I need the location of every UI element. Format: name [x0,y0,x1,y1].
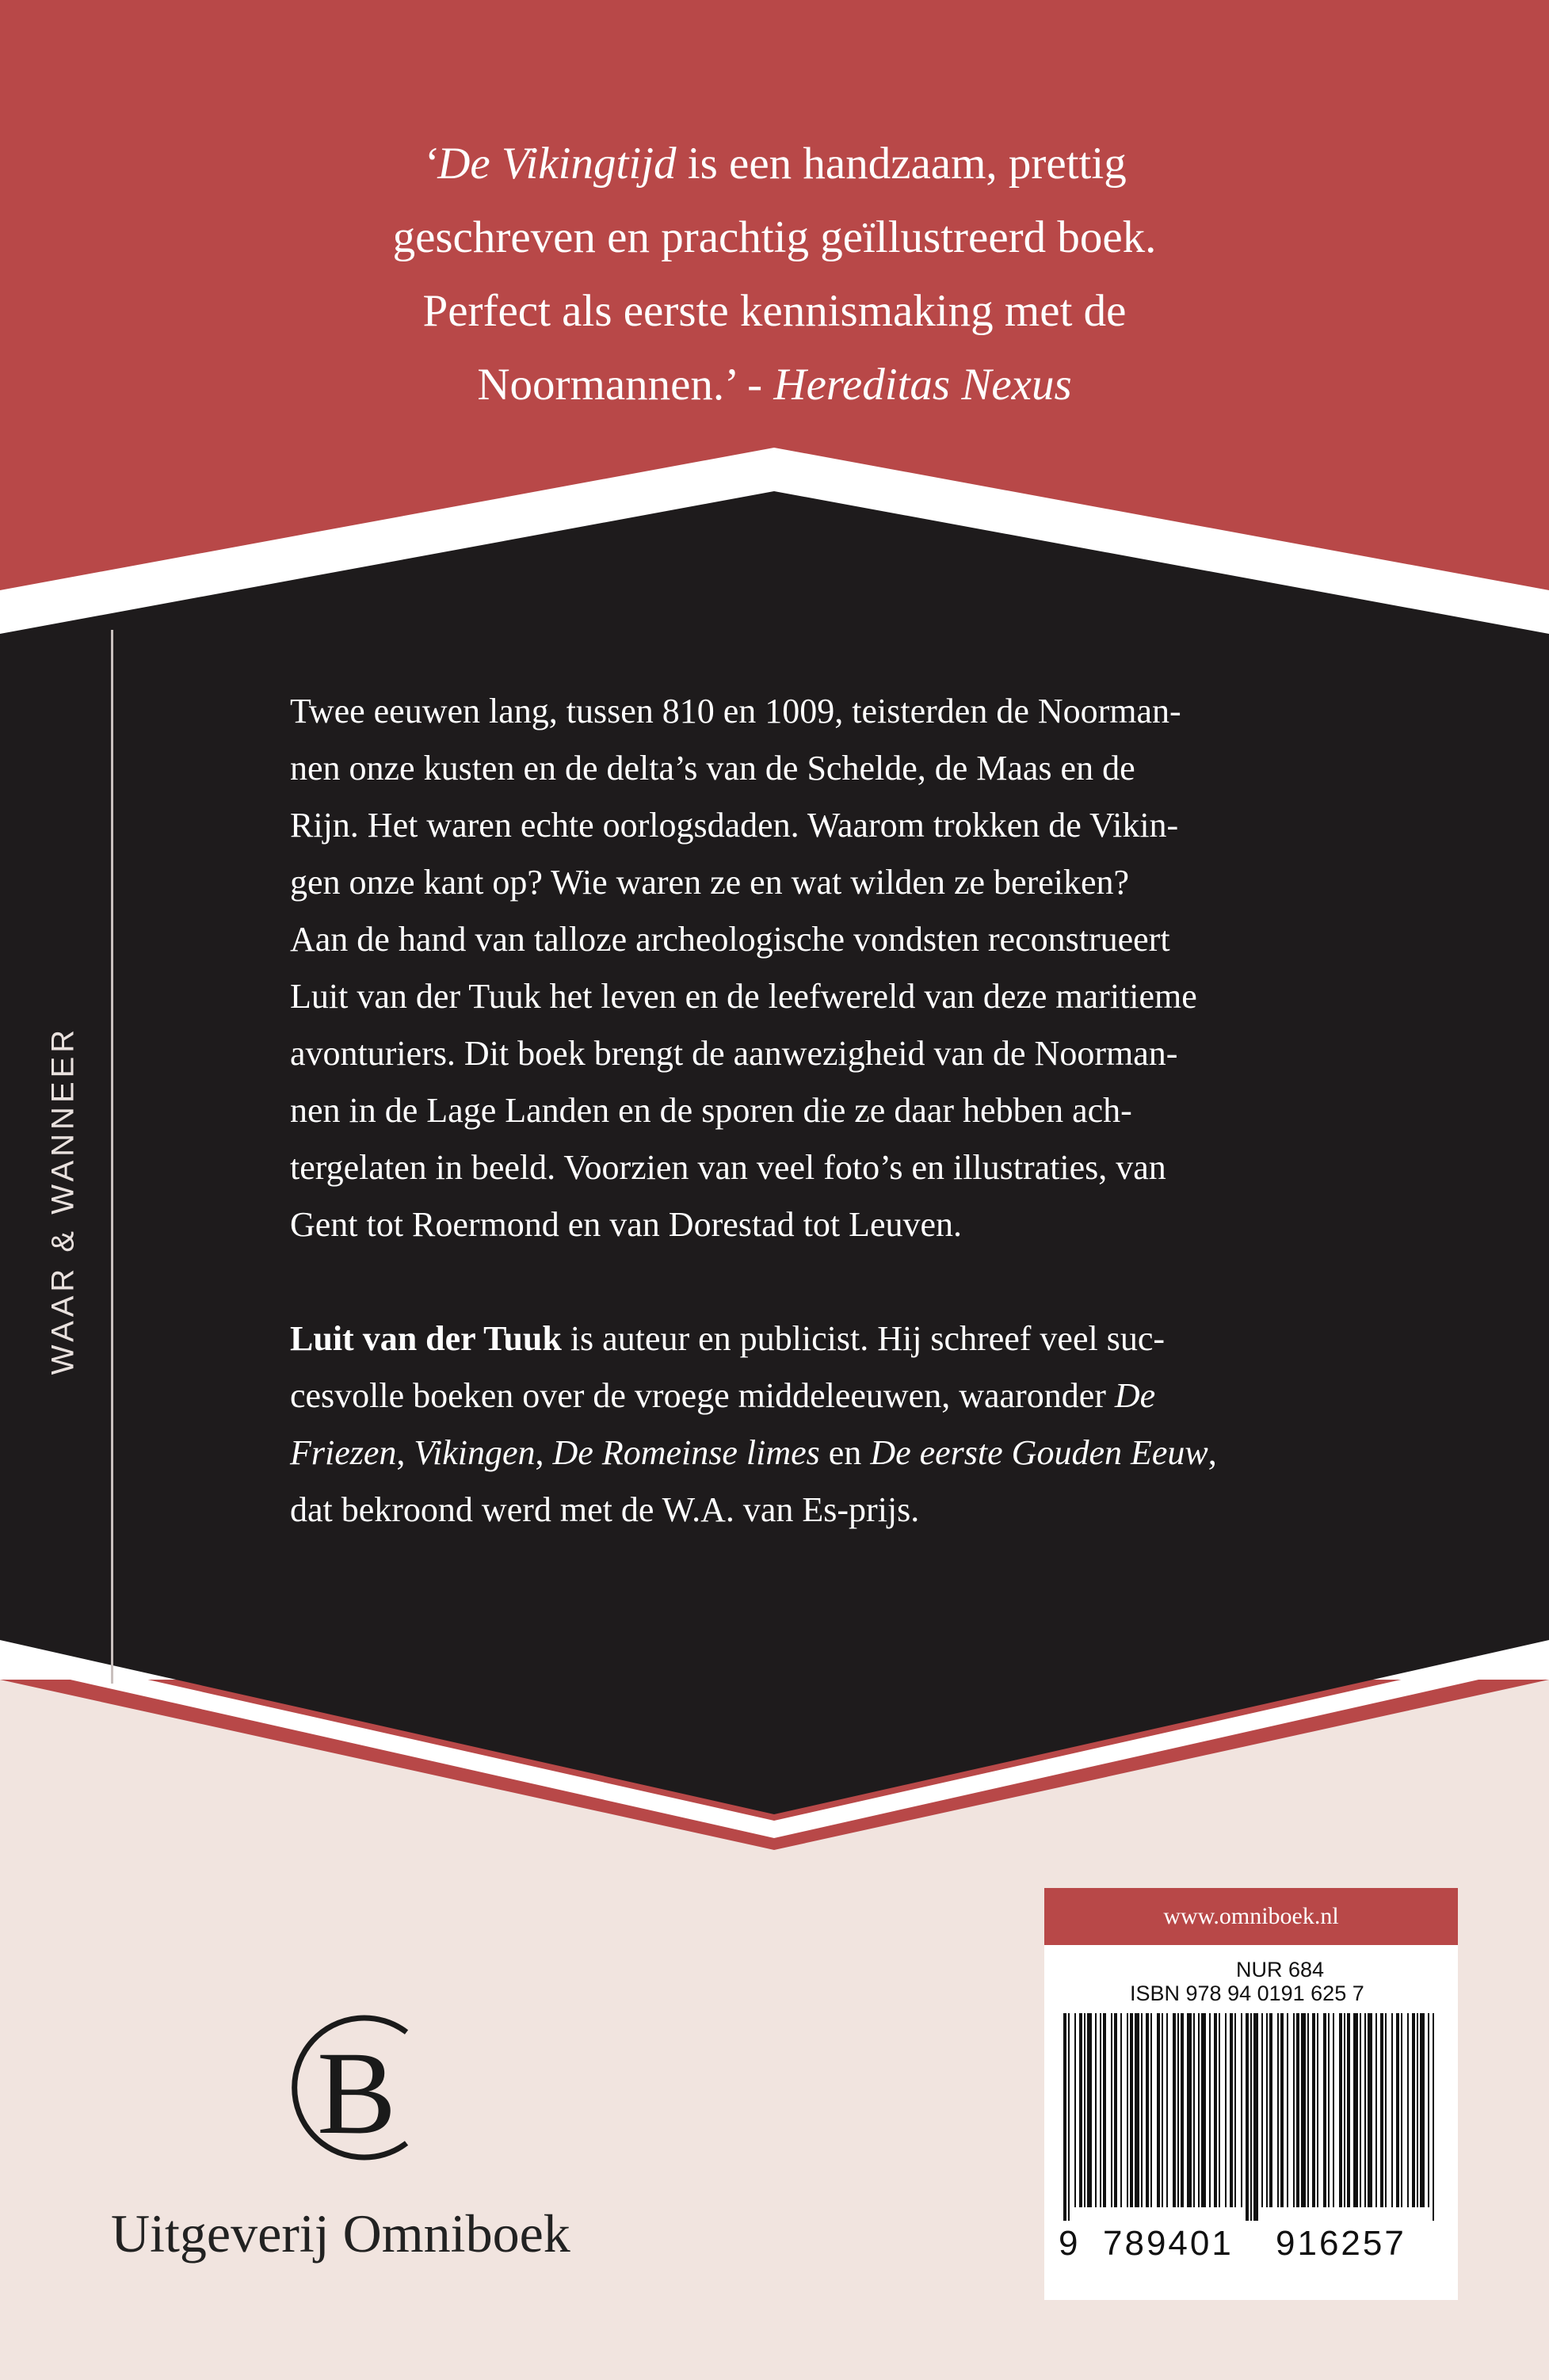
barcode-bar [1234,2013,1236,2207]
barcode-bar [1068,2013,1070,2221]
barcode-bar [1084,2013,1085,2207]
barcode-bar [1287,2013,1288,2207]
barcode-bar [1293,2013,1295,2207]
separator: , [1208,1433,1217,1472]
author-bio-line-4: dat bekroond werd met de W.A. van Es-prijs. [290,1490,920,1529]
description-line: nen in de Lage Landen en de sporen die ze daar hebben ach- [290,1091,1132,1130]
barcode-bar [1157,2013,1160,2207]
barcode-bar [1396,2013,1399,2207]
barcode-bar [1412,2013,1415,2207]
book-title: Vikingen [414,1433,536,1472]
barcode-bar [1339,2013,1342,2207]
publisher-url: www.omniboek.nl [1044,1888,1458,1945]
barcode-bar [1114,2013,1117,2207]
vertical-divider [111,630,113,1684]
barcode-bar [1103,2013,1106,2207]
book-description [290,683,1415,1539]
barcode-bar [1201,2013,1206,2207]
quote-line-4: Noormannen.’ - [477,360,774,410]
barcode-bar [1166,2013,1168,2207]
barcode-bar [1120,2013,1122,2207]
publisher-name: Uitgeverij Omniboek [111,2203,570,2264]
barcode-bar [1130,2013,1133,2207]
author-name: Luit van der Tuuk [290,1319,562,1358]
ean-right-group: 916257 [1276,2224,1406,2263]
book-title: Friezen [290,1433,397,1472]
series-label-text: WAAR & WANNEER [45,1025,81,1375]
book-title: De Romeinse limes [552,1433,820,1472]
barcode-bar [1312,2013,1315,2207]
barcode-bar [1407,2013,1409,2207]
barcode-bar [1209,2013,1211,2207]
barcode-bar [1246,2013,1249,2221]
description-line: gen onze kant op? Wie waren ze en wat wilden ze bereiken? [290,863,1130,902]
barcode-bar [1266,2013,1268,2207]
barcode-bar [1391,2013,1393,2207]
series-label [32,963,95,1438]
author-bio-line-1 [290,1310,1415,1367]
separator: en [819,1433,871,1472]
barcode-bar [1380,2013,1383,2207]
barcode-bar [1250,2013,1252,2221]
author-bio-line-2 [290,1367,1415,1425]
barcode-bar [1219,2013,1220,2207]
description-line: Aan de hand van talloze archeologische vondsten reconstrueert [290,920,1170,959]
barcode-bar [1261,2013,1263,2207]
description-line: tergelaten in beeld. Voorzien van veel foto’s en illustraties, van [290,1148,1166,1187]
barcode-bar [1187,2013,1192,2207]
barcode-bar [1111,2013,1112,2207]
description-line: Gent tot Roermond en van Dorestad tot Leuven. [290,1205,963,1244]
description-line: avonturiers. Dit boek brengt de aanwezigheid van de Noorman- [290,1034,1178,1073]
barcode-bar [1141,2013,1143,2207]
barcode-bar [1181,2013,1184,2207]
barcode-bar [1296,2013,1299,2207]
barcode-panel [1044,1888,1458,2300]
barcode-bar [1333,2013,1334,2207]
author-bio-text: cesvolle boeken over de vroege middeleeuwen, waaronder [290,1376,1115,1415]
barcode-bar [1317,2013,1318,2207]
barcode-bar [1079,2013,1082,2207]
barcode-bar [1277,2013,1279,2207]
separator: , [535,1433,553,1472]
ean-left-group: 789401 [1103,2224,1234,2263]
barcode-bar [1063,2013,1066,2221]
barcode-bar [1433,2013,1434,2221]
nur-code: NUR 684 [1236,1958,1325,1981]
barcode-bar [1323,2013,1326,2207]
barcode-bar [1428,2013,1429,2207]
isbn-number: ISBN 978 94 0191 625 7 [1130,1981,1364,2005]
barcode-bar [1269,2013,1272,2207]
barcode-bar [1135,2013,1139,2207]
barcode-bar [1074,2013,1076,2207]
description-line: nen onze kusten en de delta’s van de Schelde, de Maas en de [290,749,1135,788]
barcode-bar [1162,2013,1163,2207]
paragraph-gap [290,1253,1415,1310]
barcode-bar [1253,2013,1258,2221]
description-line: Twee eeuwen lang, tussen 810 en 1009, teisterden de Noorman- [290,692,1181,730]
barcode-bar [1087,2013,1092,2207]
barcode-bar [1347,2013,1350,2207]
barcode-bar [1368,2013,1372,2207]
author-bio-line-3 [290,1425,1415,1482]
ean-first-digit: 9 [1059,2224,1081,2263]
barcode-bar [1328,2013,1330,2207]
barcode-bar [1173,2013,1176,2207]
barcode-bar [1193,2013,1195,2207]
barcode-bar [1417,2013,1418,2207]
barcode-bar [1364,2013,1366,2207]
barcode-bar [1401,2013,1402,2207]
barcode-bar [1095,2013,1097,2207]
barcode-bar [1150,2013,1152,2207]
barcode-bar [1385,2013,1387,2207]
quote-line-1: is een handzaam, prettig [676,139,1127,189]
barcode-bar [1225,2013,1227,2207]
barcode-bar [1375,2013,1377,2207]
book-title: De eerste Gouden Eeuw [870,1433,1208,1472]
quote-line-3: Perfect als eerste kennismaking met de [422,286,1127,336]
barcode-bar [1307,2013,1309,2207]
review-quote [238,127,1311,421]
barcode-bar [1177,2013,1179,2207]
author-bio-text: is auteur en publicist. Hij schreef veel suc- [561,1319,1166,1358]
barcode-bar [1420,2013,1425,2207]
barcode-bar [1100,2013,1101,2207]
barcode-bar [1280,2013,1284,2207]
barcode-bar [1230,2013,1233,2207]
barcode-bar [1241,2013,1242,2207]
barcode-bar [1127,2013,1128,2207]
separator: , [396,1433,414,1472]
svg-text:B: B [317,2027,397,2159]
barcode-bar [1360,2013,1361,2207]
description-line: Rijn. Het waren echte oorlogsdaden. Waarom trokken de Vikin- [290,806,1179,845]
barcode-bar [1146,2013,1149,2207]
quote-source: Hereditas Nexus [773,360,1072,410]
omniboek-cb-logo-icon [268,1997,450,2179]
description-line: Luit van der Tuuk het leven en de leefwereld van deze maritieme [290,977,1197,1016]
quote-book-title: ‘De Vikingtijd [422,139,677,189]
barcode-bar [1214,2013,1217,2207]
barcode-bar [1344,2013,1345,2207]
barcode-bar [1301,2013,1306,2207]
barcode-bars [1060,2013,1440,2221]
barcode-bar [1198,2013,1200,2207]
barcode-bar [1353,2013,1358,2207]
book-title: De [1114,1376,1156,1415]
quote-line-2: geschreven en prachtig geïllustreerd boek. [392,212,1157,262]
